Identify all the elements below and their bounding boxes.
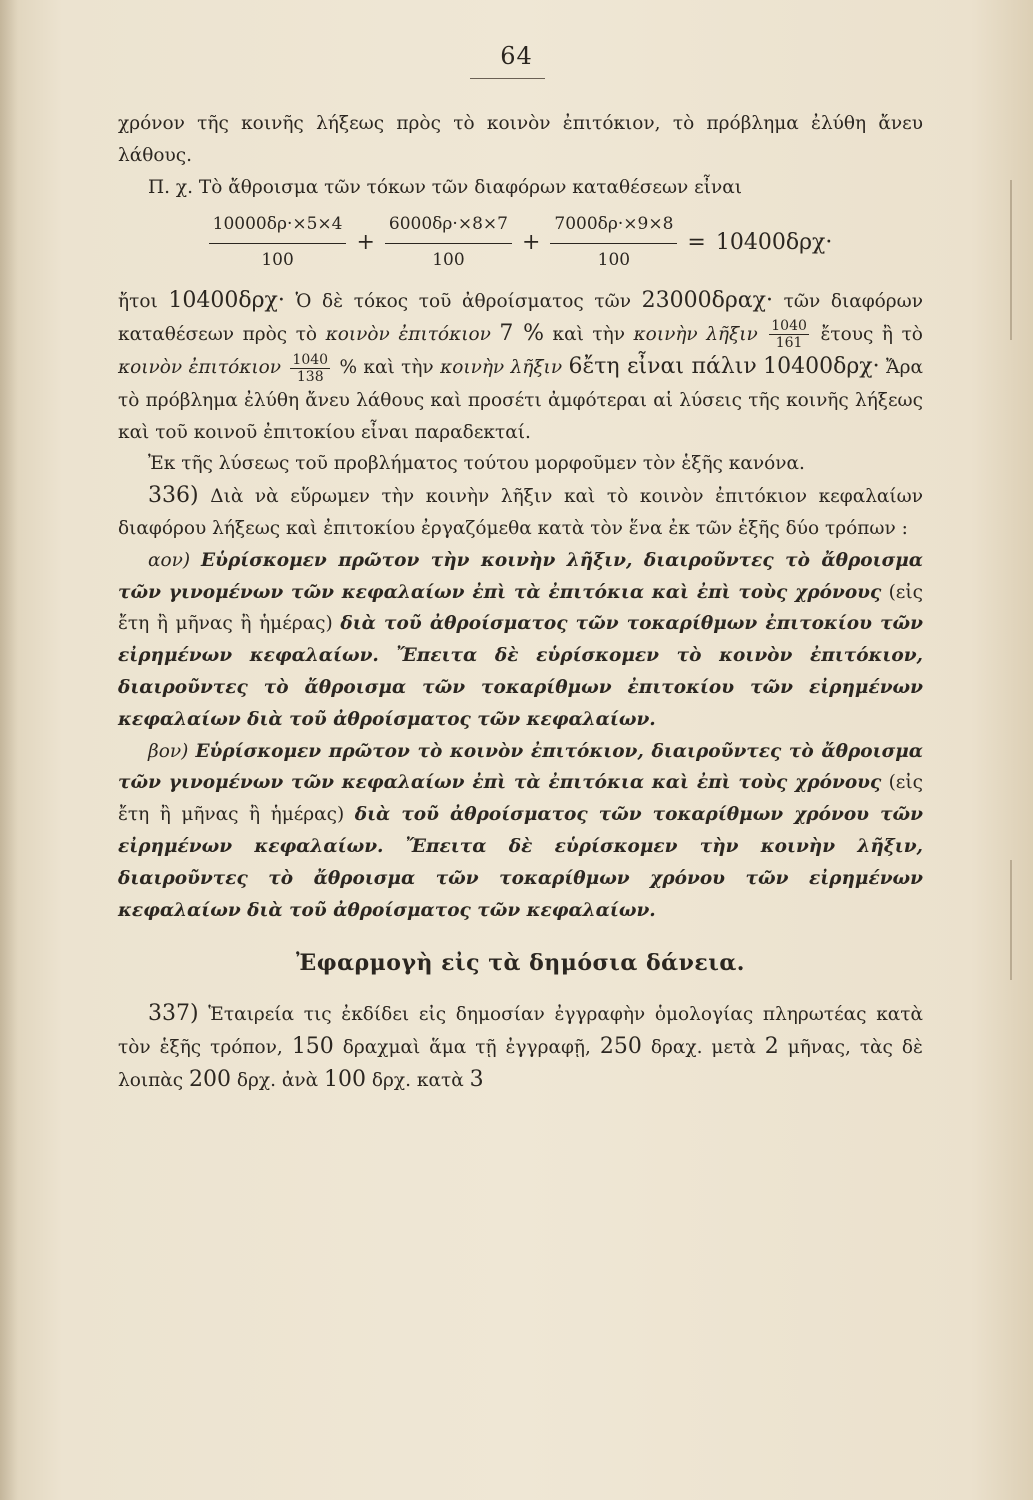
text-run: Ἄρα τὸ πρόβλημα ἐλύθη ἄνευ λάθους καὶ προσέτι ἀμφότεραι αἱ λύσεις τῆς κοινῆς λήξεως καὶ τοῦ κοινοῦ ἐπιτοκίου εἶναι παραδεκταί. <box>118 357 923 443</box>
method-label: αον) <box>148 549 191 571</box>
text-run: καὶ τὴν <box>552 323 625 345</box>
amount: 10400δρχ· <box>763 354 880 380</box>
fraction-denominator: 100 <box>261 250 294 271</box>
text-line: Ἐκ τῆς λύσεως τοῦ προβλήματος τούτου μορφοῦμεν τὸν ἑξῆς κανόνα. <box>148 453 805 475</box>
text-line: Π. χ. Τὸ ἄθροισμα τῶν τόκων τῶν διαφόρων καταθέσεων εἶναι <box>148 176 743 198</box>
text-run: ἔτους ἢ τὸ <box>820 323 923 345</box>
text-run: κοινὸν ἐπιτόκιον <box>325 323 491 345</box>
page-text <box>118 108 923 1097</box>
text-run: δραχμαὶ ἅμα τῇ ἐγγραφῇ, <box>342 1036 591 1058</box>
fraction-numerator: 1040 <box>292 351 329 368</box>
text-run: δρχ. ἀνὰ <box>236 1069 319 1091</box>
inline-fraction <box>290 352 330 385</box>
paragraph-337 <box>118 998 923 1096</box>
paragraph-example <box>118 172 923 204</box>
margin-mark <box>1010 860 1012 980</box>
text-run: 6ἔτη εἶναι πάλιν <box>568 354 757 380</box>
fraction-3 <box>550 209 677 277</box>
fraction-numerator: 7000δρ·×9×8 <box>550 209 677 244</box>
page-number: 64 <box>500 42 533 70</box>
formula-result: 10400δρχ· <box>715 230 833 256</box>
fraction-numerator: 6000δρ·×8×7 <box>385 209 512 244</box>
equals-sign: = <box>687 230 706 256</box>
text-run: κοινὸν ἐπιτόκιον <box>118 357 282 379</box>
paragraph-rule-intro <box>118 448 923 480</box>
text-run: μῆνας, τὰς δὲ λοιπὰς <box>118 1036 923 1091</box>
text-run: διὰ τοῦ ἀθροίσματος τῶν τοκαρίθμων ἐπιτοκίου τῶν εἰρημένων κεφαλαίων. Ἔπειτα δὲ εὑρίσκομεν τὸ κοινὸν ἐπιτόκιον, διαιροῦντες τὸ ἄθροισμα τῶν τοκαρίθμων ἐπιτοκίου τῶν εἰρημένων κεφαλαίων διὰ τοῦ ἀθροίσματος τῶν κεφαλαίων. <box>118 613 923 730</box>
paragraph-method-b <box>118 736 923 927</box>
section-number: 336) <box>148 483 199 509</box>
section-number: 337) <box>148 1001 199 1027</box>
fraction-numerator: 10000δρ·×5×4 <box>209 209 347 244</box>
fraction-denominator: 100 <box>597 250 631 271</box>
text-run: κοινὴν λῆξιν <box>440 357 563 379</box>
text-line: χρόνον τῆς κοινῆς λήξεως πρὸς τὸ κοινὸν ἐπιτόκιον, τὸ πρόβλημα ἐλύθη ἄνευ λάθους. <box>118 113 923 166</box>
section-heading: Ἐφαρμογὴ εἰς τὰ δημόσια δάνεια. <box>296 950 745 977</box>
text-run: (εἰς ἔτη ἢ μῆνας ἢ ἡμέρας) <box>118 772 923 826</box>
amount: 10400δρχ· <box>168 287 285 313</box>
text-run: Ὁ δὲ τόκος τοῦ ἀθροίσματος τῶν <box>295 290 631 312</box>
text-run: τῶν διαφόρων καταθέσεων πρὸς τὸ <box>118 290 924 345</box>
plus-sign: + <box>521 230 541 256</box>
text-run: Εὑρίσκομεν πρῶτον τὴν κοινὴν λῆξιν, διαιροῦντες τὸ ἄθροισμα τῶν γινομένων τῶν κεφαλαίων ἐπὶ τὰ ἐπιτόκια καὶ ἐπὶ τοὺς χρόνους <box>118 549 923 603</box>
method-label: βον) <box>148 740 189 762</box>
text-run: Διὰ νὰ εὕρωμεν τὴν κοινὴν λῆξιν καὶ τὸ κοινὸν ἐπιτόκιον κεφαλαίων διαφόρου λήξεως καὶ ἐπιτοκίου ἐργαζόμεθα κατὰ τὸν ἕνα ἐκ τῶν ἑξῆς δύο τρόπων : <box>118 486 923 539</box>
text-run: διὰ τοῦ ἀθροίσματος τῶν τοκαρίθμων χρόνου τῶν εἰρημένων κεφαλαίων. Ἔπειτα δὲ εὑρίσκομεν τὴν κοινὴν λῆξιν, διαιροῦντες τὸ ἄθροισμα τῶν τοκαρίθμων χρόνου τῶν εἰρημένων κεφαλαίων διὰ τοῦ ἀθροίσματος τῶν κεφαλαίων. <box>118 804 923 921</box>
fraction-denominator: 161 <box>775 335 803 352</box>
fraction-2 <box>385 209 512 277</box>
fraction-denominator: 100 <box>432 250 465 271</box>
amount: 3 <box>469 1066 484 1092</box>
paragraph-verification <box>118 285 923 448</box>
amount: 23000δραχ· <box>641 287 773 313</box>
paragraph-method-a <box>118 545 923 736</box>
paragraph-continuation <box>118 108 923 172</box>
amount: 250 <box>599 1033 642 1059</box>
text-run: Εὑρίσκομεν πρῶτον τὸ κοινὸν ἐπιτόκιον, διαιροῦντες τὸ ἄθροισμα τῶν γινομένων τῶν κεφαλαίων ἐπὶ τὰ ἐπιτόκια καὶ ἐπὶ τοὺς χρόνους <box>118 740 923 794</box>
page-number-rule <box>470 78 545 79</box>
text-run: (εἰς ἔτη ἢ μῆνας ἢ ἡμέρας) <box>118 581 923 635</box>
text-run: Ἑταιρεία τις ἐκδίδει εἰς δημοσίαν ἐγγραφὴν ὁμολογίας πληρωτέας κατὰ τὸν ἑξῆς τρόπον, <box>118 1004 923 1058</box>
plus-sign: + <box>356 230 375 256</box>
interest-sum-formula <box>118 209 923 277</box>
amount: 2 <box>764 1033 779 1059</box>
margin-mark <box>1010 180 1012 340</box>
amount: 150 <box>291 1033 334 1059</box>
page-edge-shadow <box>0 0 18 1500</box>
text-run: % καὶ τὴν <box>339 357 434 379</box>
amount: 200 <box>189 1066 232 1092</box>
text-run: δραχ. μετὰ <box>650 1036 756 1058</box>
fraction-1 <box>209 209 347 277</box>
text-run: δρχ. κατὰ <box>371 1069 464 1091</box>
amount: 100 <box>324 1066 367 1092</box>
fraction-denominator: 138 <box>296 368 324 385</box>
fraction-numerator: 1040 <box>771 318 807 335</box>
text-run: κοινὴν λῆξιν <box>633 323 758 345</box>
paragraph-336 <box>118 480 923 545</box>
text-run: ἤτοι <box>118 290 158 312</box>
percentage: 7 % <box>499 320 544 346</box>
inline-fraction <box>769 318 809 351</box>
